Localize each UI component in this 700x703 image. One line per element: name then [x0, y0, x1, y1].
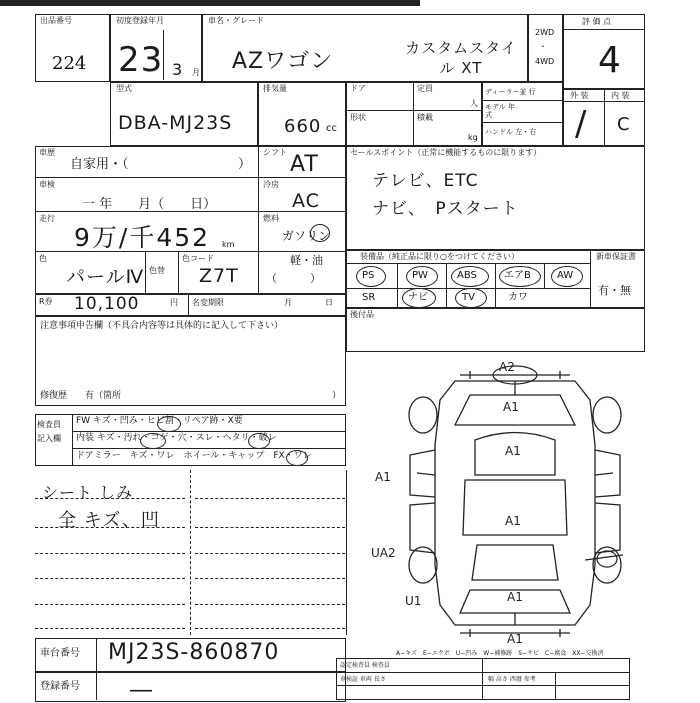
- inspection-value: 一 年 月（ 日）: [82, 197, 217, 212]
- sales-point-label: セールスポイント（正常に機能するものに限ります）: [350, 148, 542, 157]
- lot-number: 224: [52, 53, 87, 74]
- cc-unit: cc: [326, 123, 337, 134]
- equipment-ps: PS: [362, 270, 375, 281]
- shift-value: AT: [290, 152, 319, 177]
- door-box: [346, 82, 482, 146]
- chassis-label: 車台番号: [40, 648, 80, 659]
- shape-label: 形状: [350, 113, 366, 122]
- interior-label: 内 装: [611, 91, 630, 100]
- car-name: AZワゴン: [232, 49, 334, 74]
- fuel-circle: [310, 224, 330, 242]
- check-row-1: FW キズ・凹み・ヒビ割・リペア跡・X要: [76, 416, 243, 426]
- warranty-value: 有・無: [598, 284, 631, 297]
- diagram-legend: A−キズ E−エクボ U−凹み W−補修跡 S−サビ C−腐食 XX−交換済: [396, 650, 604, 657]
- circle-navi: [402, 288, 436, 308]
- exterior-label: 外 装: [570, 91, 589, 100]
- circle-abs: [451, 266, 489, 287]
- displacement: 660: [284, 116, 322, 137]
- fuel-alt: 軽・油: [290, 254, 323, 267]
- usage-close: ）: [238, 157, 252, 172]
- drive-dot: ・: [539, 42, 547, 51]
- title-strip: [0, 0, 420, 6]
- usage-label: 車歴: [39, 148, 55, 157]
- model-year-label: モデル 年式: [485, 103, 515, 119]
- circle-aw: [551, 266, 583, 287]
- right-rear-door: [595, 503, 620, 553]
- check-circle-2: [140, 433, 166, 449]
- mileage-value: 9万/千452: [74, 223, 211, 252]
- reg-day-label: 日: [325, 298, 333, 307]
- fuel-value: ガソリン: [282, 229, 331, 243]
- repair-history-label: 修復歴 有（箇所: [40, 391, 122, 401]
- new-car-warranty-label: 新車保証書: [596, 252, 636, 261]
- after-parts-box: [346, 308, 645, 352]
- capacity-label: 定員: [417, 84, 433, 93]
- repair-history-close: ）: [332, 391, 342, 401]
- model-type-label: 型式: [116, 84, 132, 93]
- color-code-label: 色コード: [182, 254, 214, 263]
- dealer-label: ディーラー並 行: [485, 88, 536, 96]
- color-value: パールⅣ: [66, 266, 145, 288]
- circle-ps: [356, 266, 386, 287]
- fuel-label: 燃料: [263, 214, 279, 223]
- color-code: Z7T: [199, 265, 239, 287]
- interior-value: C: [617, 114, 631, 135]
- color-label: 色: [39, 254, 47, 263]
- circle-tv: [455, 288, 487, 308]
- car-diagram: [371, 355, 635, 646]
- circle-pw: [406, 266, 438, 287]
- chassis-value: MJ23S-860870: [108, 640, 280, 665]
- recycle-value: 10,100: [74, 294, 140, 314]
- model-type: DBA-MJ23S: [118, 112, 233, 134]
- mark-hood: A1: [503, 400, 519, 414]
- footer-dimensions: 幅 高さ 西暦 参考: [488, 676, 536, 683]
- drive-4wd: 4WD: [535, 57, 555, 66]
- equipment-abs: ABS: [457, 270, 477, 281]
- mileage-label: 走行: [39, 214, 55, 223]
- rear-window: [472, 545, 558, 580]
- displacement-label: 排気量: [263, 84, 287, 93]
- equipment-airbag: エアB: [504, 270, 531, 281]
- check-circle-3: [248, 433, 270, 449]
- score-value: 4: [598, 40, 622, 81]
- first-reg-month: 3: [172, 60, 184, 79]
- circle-airbag: [499, 266, 541, 287]
- mark-windshield: A1: [505, 444, 521, 458]
- equipment-sr: SR: [362, 292, 376, 303]
- mark-left-door: A1: [375, 470, 391, 484]
- usage-value: 自家用・（: [70, 157, 129, 172]
- footer-inspector: 認定検査員 検査員: [340, 662, 390, 669]
- mark-left-low: U1: [405, 594, 422, 608]
- reg-number-label: 登録番号: [40, 681, 80, 692]
- first-reg-year: 23: [118, 40, 164, 80]
- handle-label: ハンドル 左・右: [485, 128, 537, 136]
- exterior-value: /: [575, 104, 588, 144]
- ac-label: 冷房: [263, 180, 279, 189]
- mark-left-rear: UA2: [371, 546, 396, 560]
- comment-1: シート しみ: [42, 483, 134, 502]
- equipment-label: 装備品（純正品に限り○をつけてください）: [360, 252, 519, 261]
- equipment-tv: TV: [462, 292, 475, 303]
- registration-deadline-label: 名変期限: [192, 298, 224, 307]
- month-unit: 月: [192, 68, 200, 77]
- check-row-2: 内装 キズ・汚れ・コゲ・穴・スレ・ヘタリ・破レ: [76, 433, 277, 443]
- check-row-3: ドアミラー キズ・ワレ ホイール・キャップ FX・ワレ: [76, 451, 312, 461]
- score-label: 評 価 点: [582, 17, 612, 26]
- after-parts-label: 後付品: [350, 310, 374, 319]
- mark-front-bumper: A2: [499, 360, 515, 374]
- sales-point-1: テレビ、ETC: [372, 171, 479, 191]
- recycle-label: R券: [39, 297, 53, 306]
- km-unit: km: [222, 240, 235, 249]
- yen-unit: 円: [170, 298, 178, 307]
- equipment-leather: カワ: [508, 292, 528, 303]
- rear-right-wheel: [593, 547, 621, 583]
- drive-2wd: 2WD: [535, 28, 555, 37]
- sales-point-2: ナビ、 Pスタート: [372, 199, 519, 219]
- comment-2: 全 キズ、凹: [58, 510, 160, 531]
- persons-unit: 人: [470, 99, 478, 108]
- equipment-aw: AW: [557, 270, 574, 281]
- inspection-label: 車検: [39, 180, 55, 189]
- reg-number-box: [35, 672, 346, 702]
- grade: カスタムスタイル XT: [405, 39, 517, 77]
- mark-rear-bumper: A1: [507, 632, 523, 646]
- reg-number-value: ―: [130, 678, 153, 703]
- reg-month-label: 月: [284, 298, 292, 307]
- rear-left-wheel: [409, 547, 437, 583]
- color-change-label: 色替: [149, 266, 165, 275]
- lot-label: 出品番号: [40, 16, 72, 25]
- front-left-wheel: [409, 397, 437, 433]
- equipment-navi: ナビ: [408, 292, 428, 303]
- footer-vehicle: 車検証 車両 長さ: [340, 676, 386, 683]
- fuel-paren: （ ）: [266, 272, 321, 285]
- ac-value: AC: [292, 190, 320, 212]
- inspector-label: 検査員 記入欄: [37, 420, 61, 443]
- check-circle-4: [286, 450, 308, 466]
- kg-unit: kg: [468, 133, 478, 142]
- front-right-wheel: [593, 397, 621, 433]
- notes-label: 注意事項申告欄（不具合内容等は具体的に記入して下さい）: [40, 321, 284, 331]
- first-reg-label: 初度登録年月: [116, 16, 164, 25]
- name-grade-label: 車名・グレード: [208, 16, 264, 25]
- door-label: ドア: [350, 84, 366, 93]
- equipment-pw: PW: [412, 270, 428, 281]
- left-rear-door: [410, 503, 435, 553]
- load-label: 積載: [417, 113, 433, 122]
- shift-label: シフト: [263, 148, 287, 157]
- mark-rear: A1: [507, 590, 523, 604]
- check-circle-1: [157, 416, 181, 432]
- mark-roof: A1: [505, 514, 521, 528]
